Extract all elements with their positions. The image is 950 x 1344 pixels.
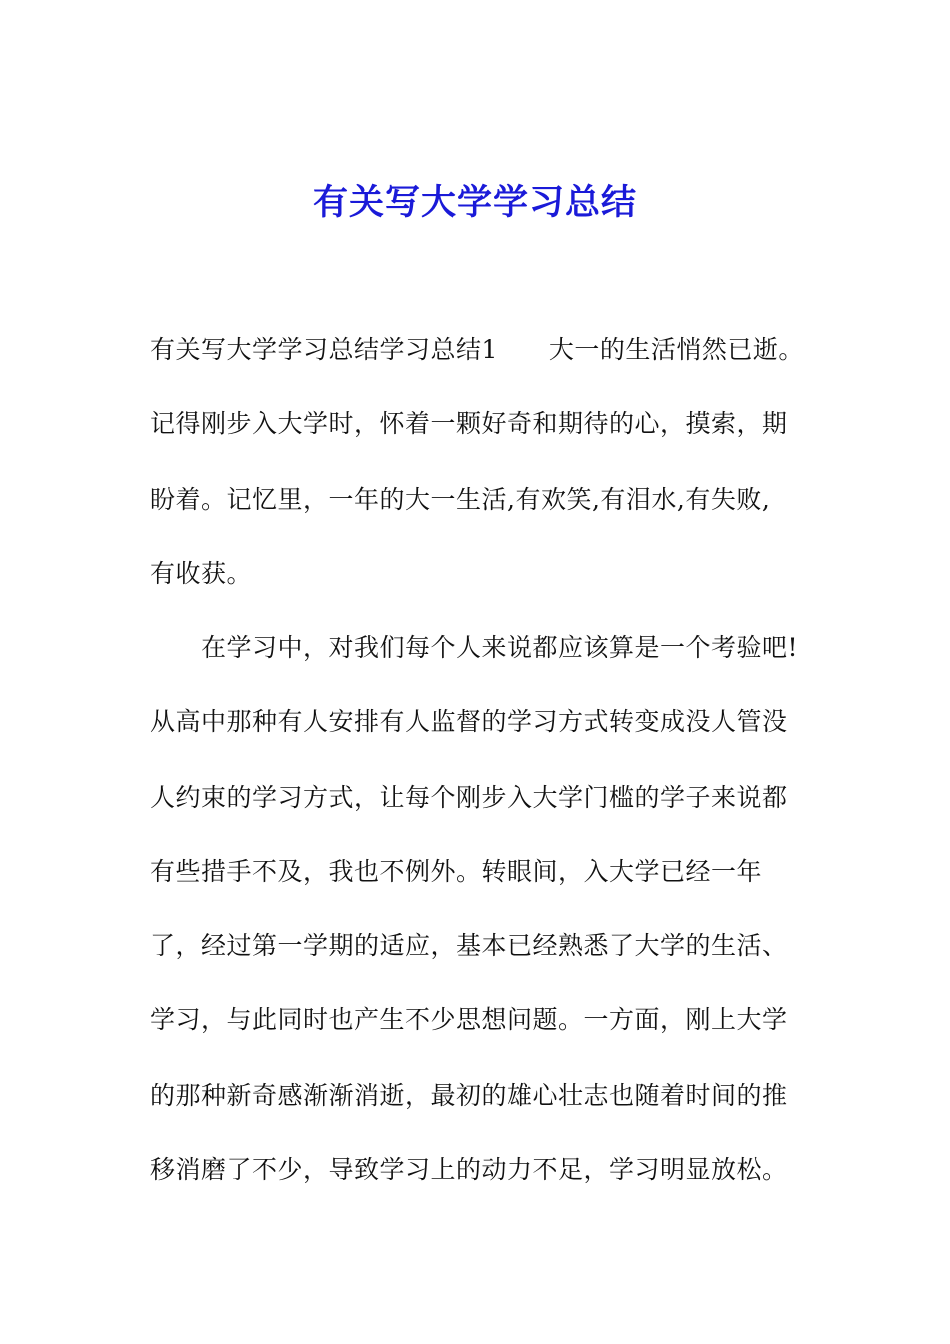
body-line-5: 在学习中，对我们每个人来说都应该算是一个考验吧!: [150, 633, 799, 662]
body-line-4: 有收获。: [150, 559, 253, 588]
body-line-2: 记得刚步入大学时，怀着一颗好奇和期待的心，摸索，期: [150, 409, 788, 438]
body-line-3: 盼着。记忆里，一年的大一生活,有欢笑,有泪水,有失败,: [150, 485, 771, 514]
body-line-9: 了，经过第一学期的适应，基本已经熟悉了大学的生活、: [150, 931, 788, 960]
body-line-8: 有些措手不及，我也不例外。转眼间，入大学已经一年: [150, 857, 763, 886]
body-line-6: 从高中那种有人安排有人监督的学习方式转变成没人管没: [150, 707, 788, 736]
body-line-7: 人约束的学习方式，让每个刚步入大学门槛的学子来说都: [150, 783, 788, 812]
document-title: 有关写大学学习总结: [312, 183, 637, 223]
body-line-12: 移消磨了不少，导致学习上的动力不足，学习明显放松。: [150, 1155, 788, 1184]
body-line-10: 学习，与此同时也产生不少思想问题。一方面，刚上大学: [150, 1005, 788, 1034]
body-line-1: 有关写大学学习总结学习总结1 大一的生活悄然已逝。: [150, 335, 804, 364]
body-line-11: 的那种新奇感渐渐消逝，最初的雄心壮志也随着时间的推: [150, 1081, 788, 1110]
